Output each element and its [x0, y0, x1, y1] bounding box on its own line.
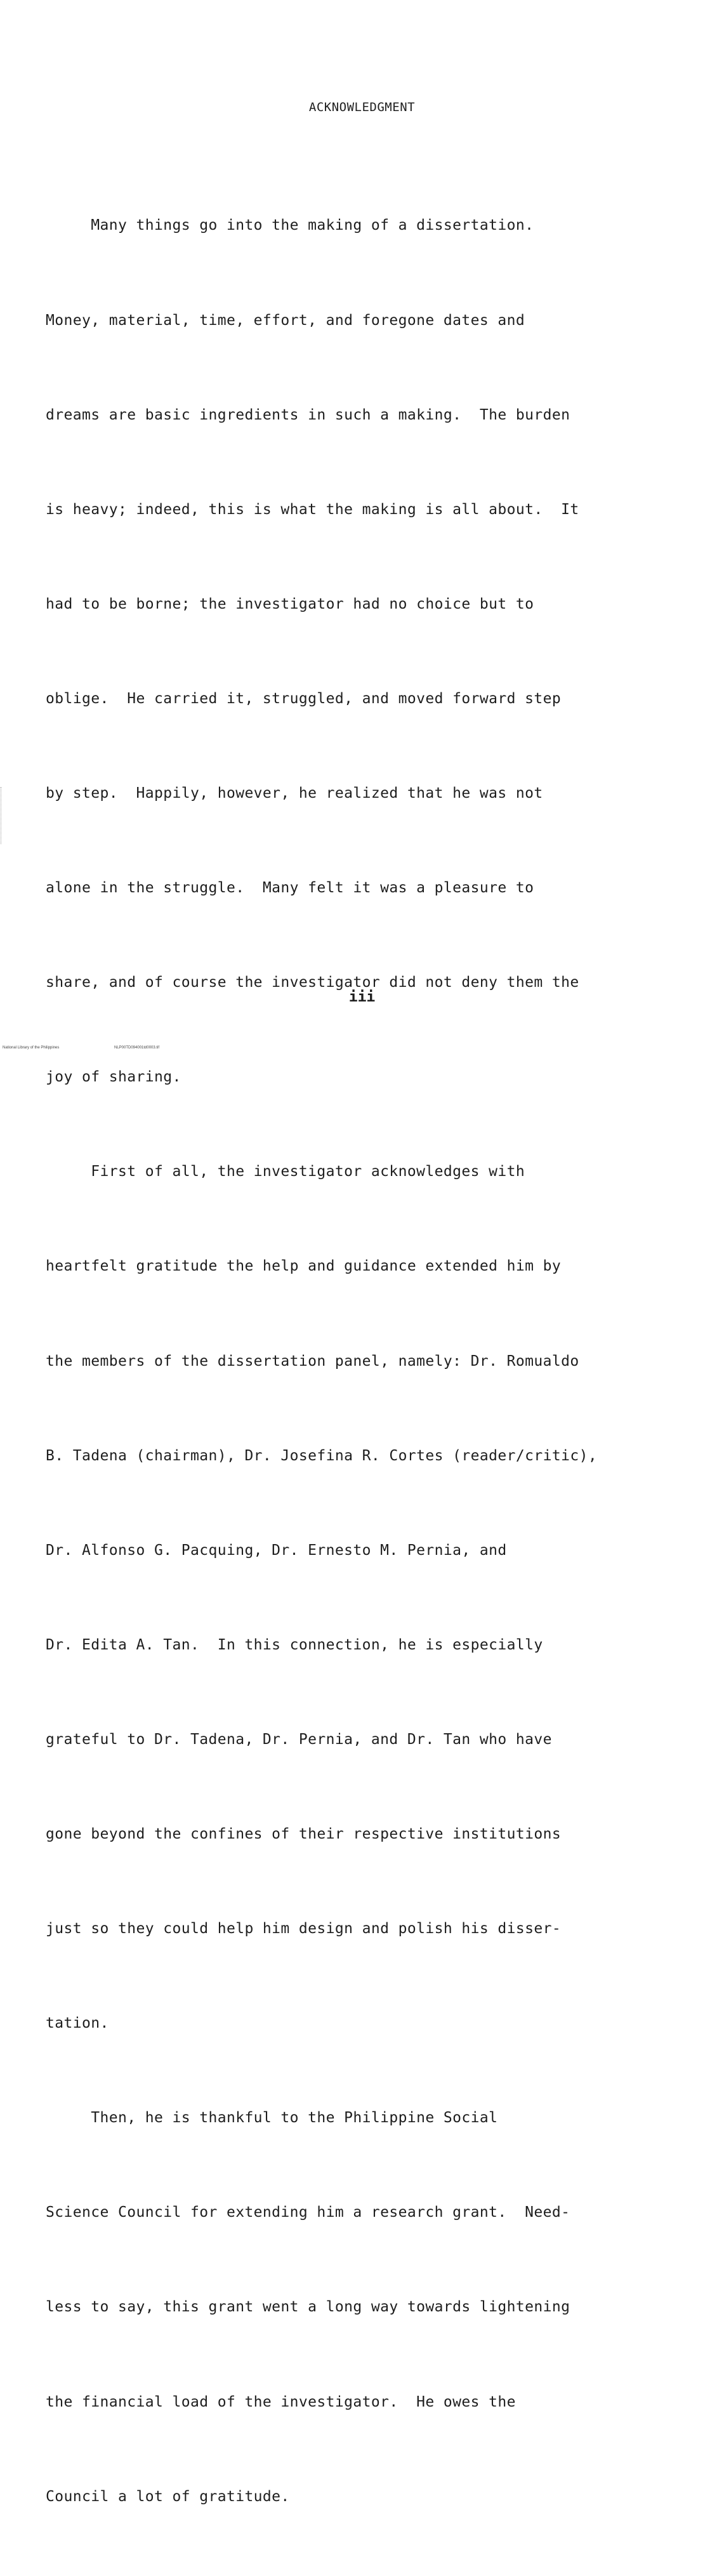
text-line: had to be borne; the investigator had no choice but to	[46, 595, 534, 612]
text-line: grateful to Dr. Tadena, Dr. Pernia, and Dr. Tan who have	[46, 1731, 552, 1748]
text-line: Council a lot of gratitude.	[46, 2488, 290, 2505]
text-line: B. Tadena (chairman), Dr. Josefina R. Cortes (reader/critic),	[46, 1447, 598, 1464]
text-line: share, and of course the investigator did not deny them the	[46, 974, 579, 991]
text-line: alone in the struggle. Many felt it was a pleasure to	[46, 880, 534, 897]
text-line: dreams are basic ingredients in such a making. The burden	[46, 406, 570, 423]
body-text	[46, 147, 693, 2576]
text-line: Then, he is thankful to the Philippine Social	[46, 2110, 498, 2127]
text-line: Many things go into the making of a dissertation.	[46, 217, 534, 234]
footer-file-label: NLP00TD094001td0003.tif	[114, 1046, 160, 1050]
footer-library-label: National Library of the Philippines	[3, 1046, 60, 1050]
text-line: heartfelt gratitude the help and guidance extended him by	[46, 1258, 562, 1275]
text-line: Science Council for extending him a research grant. Need-	[46, 2204, 570, 2221]
scan-edge-marks	[1, 787, 5, 844]
text-line: by step. Happily, however, he realized that he was not	[46, 784, 543, 802]
text-line: gone beyond the confines of their respective institutions	[46, 1826, 562, 1842]
text-line: Money, material, time, effort, and foregone dates and	[46, 312, 525, 329]
text-line: Dr. Alfonso G. Pacquing, Dr. Ernesto M. Pernia, and	[46, 1542, 507, 1559]
text-line: Dr. Edita A. Tan. In this connection, he is especially	[46, 1636, 543, 1653]
page-number: iii	[348, 989, 376, 1005]
text-line: just so they could help him design and polish his disser-	[46, 1920, 562, 1938]
text-line: oblige. He carried it, struggled, and moved forward step	[46, 690, 562, 707]
page-title: ACKNOWLEDGMENT	[308, 100, 416, 114]
text-line: less to say, this grant went a long way towards lightening	[46, 2299, 570, 2316]
text-line: First of all, the investigator acknowledges with	[46, 1163, 525, 1180]
text-line: tation.	[46, 2015, 109, 2032]
text-line: the members of the dissertation panel, namely: Dr. Romualdo	[46, 1352, 579, 1370]
text-line: the financial load of the investigator. He owes the	[46, 2393, 516, 2410]
text-line: is heavy; indeed, this is what the making is all about. It	[46, 501, 579, 518]
text-line: joy of sharing.	[46, 1069, 181, 1086]
